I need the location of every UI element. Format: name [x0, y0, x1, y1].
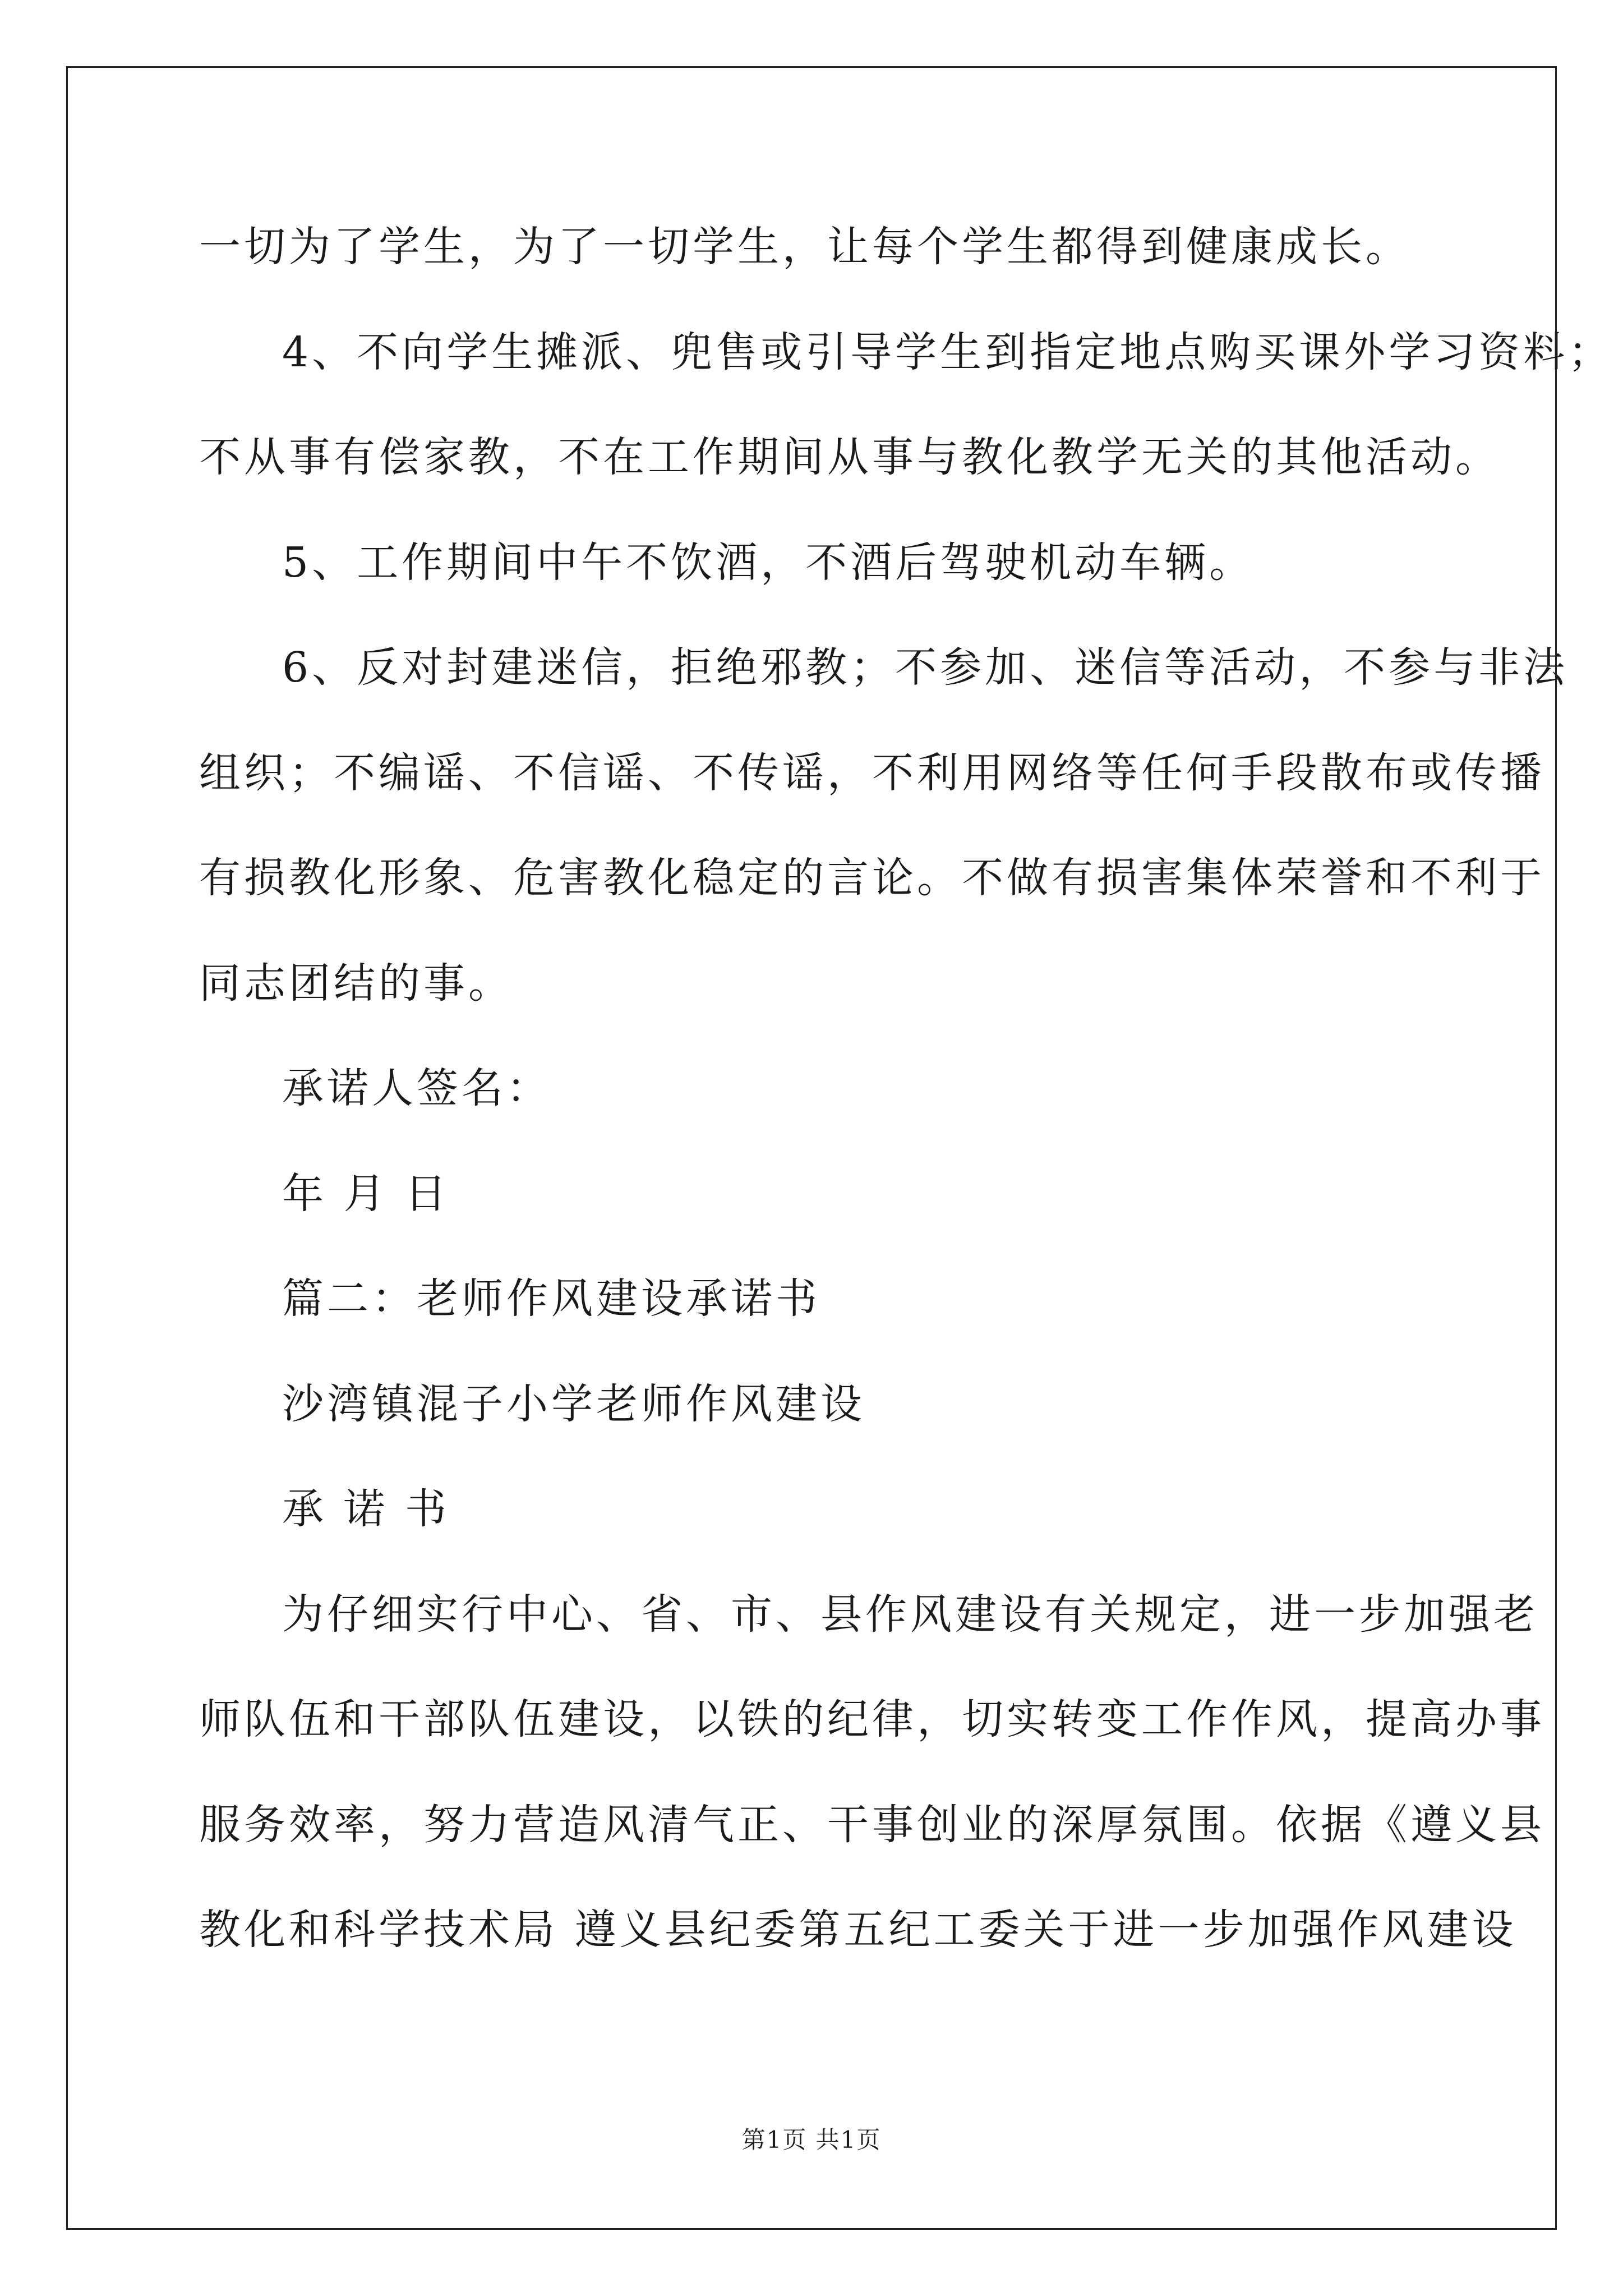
text-line: 有损教化形象、危害教化稳定的言论。不做有损害集体荣誉和不利于: [199, 854, 1545, 902]
text-line: 为仔细实行中心、省、市、县作风建设有关规定，进一步加强老: [282, 1590, 1538, 1639]
text-line: 教化和科学技术局 遵义县纪委第五纪工委关于进一步加强作风建设: [199, 1906, 1517, 1954]
date-label: 年 月 日: [282, 1170, 450, 1218]
section-title: 承 诺 书: [282, 1485, 450, 1533]
text-line: 6、反对封建迷信，拒绝邪教；不参加、迷信等活动，不参与非法: [282, 643, 1569, 692]
text-line: 组织；不编谣、不信谣、不传谣，不利用网络等任何手段散布或传播: [199, 749, 1545, 797]
text-line: 不从事有偿家教，不在工作期间从事与教化教学无关的其他活动。: [199, 433, 1500, 481]
text-line: 一切为了学生，为了一切学生，让每个学生都得到健康成长。: [199, 223, 1410, 271]
signature-label: 承诺人签名：: [282, 1064, 551, 1112]
text-line: 同志团结的事。: [199, 959, 513, 1007]
section-subtitle: 沙湾镇混子小学老师作风建设: [282, 1380, 865, 1428]
text-line: 服务效率，努力营造风清气正、干事创业的深厚氛围。依据《遵义县: [199, 1801, 1545, 1849]
page-number: 第1页 共1页: [741, 2126, 882, 2154]
text-line: 5、工作期间中午不饮酒，不酒后驾驶机动车辆。: [282, 539, 1255, 587]
text-line: 4、不向学生摊派、兜售或引导学生到指定地点购买课外学习资料；: [282, 328, 1613, 376]
text-line: 师队伍和干部队伍建设，以铁的纪律，切实转变工作作风，提高办事: [199, 1695, 1545, 1743]
section-heading: 篇二：老师作风建设承诺书: [282, 1274, 820, 1323]
